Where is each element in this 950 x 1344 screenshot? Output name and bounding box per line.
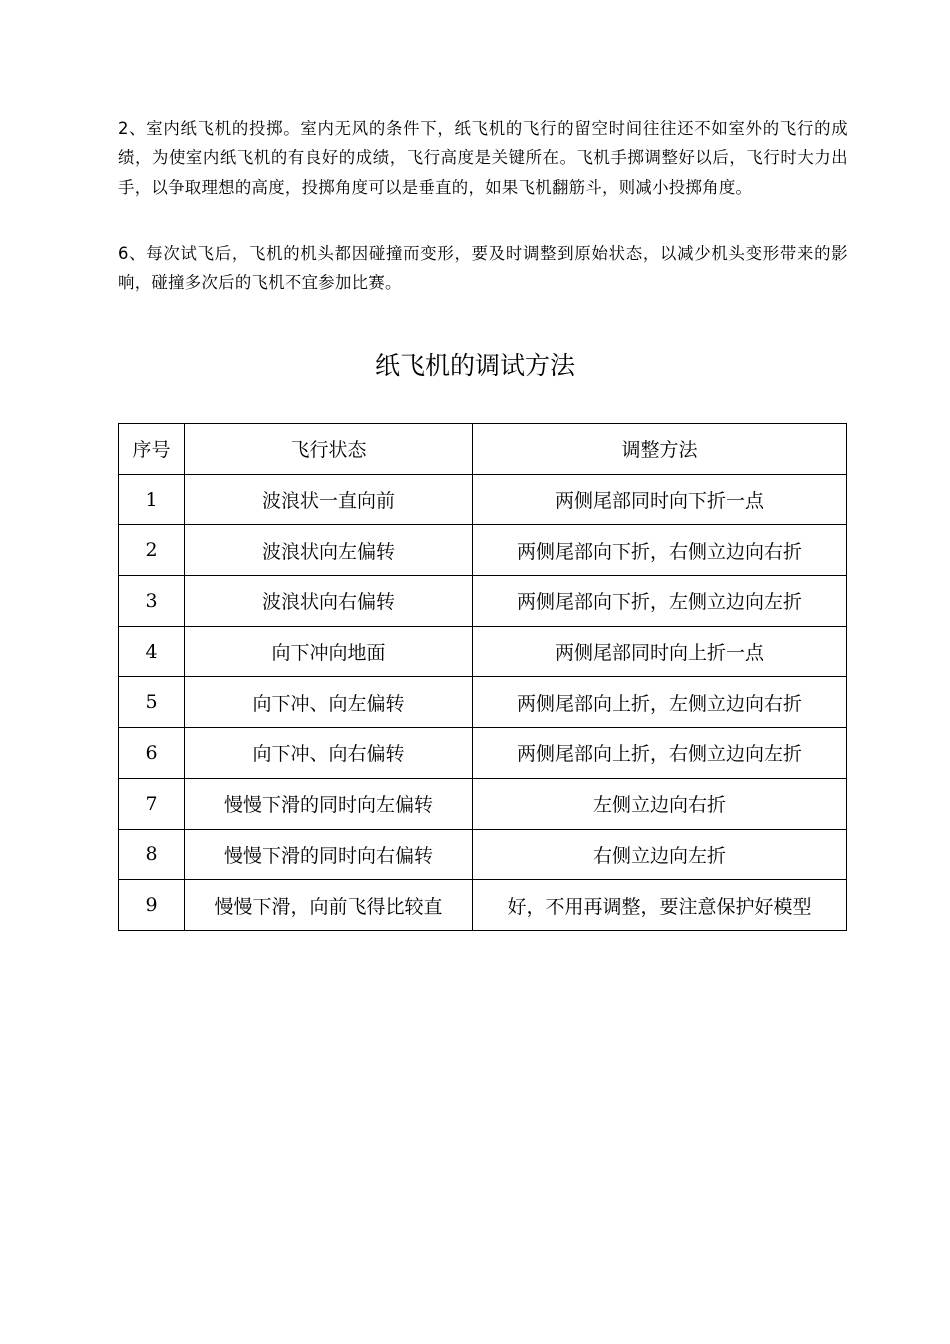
cell-index: 1: [119, 474, 185, 525]
cell-flight-state: 波浪状向左偏转: [185, 525, 473, 576]
header-flight-state: 飞行状态: [185, 424, 473, 475]
cell-adjust-method: 两侧尾部同时向上折一点: [473, 626, 847, 677]
header-index: 序号: [119, 424, 185, 475]
cell-index: 8: [119, 829, 185, 880]
paragraph-indoor-throwing: 2、室内纸飞机的投掷。室内无风的条件下，纸飞机的飞行的留空时间往往还不如室外的飞行的成绩，为使室内纸飞机的有良好的成绩，飞行高度是关键所在。飞机手掷调整好以后，飞行时大力出手，以争取理想的高度，投掷角度可以是垂直的，如果飞机翻筋斗，则减小投掷角度。: [118, 119, 848, 197]
cell-flight-state: 向下冲向地面: [185, 626, 473, 677]
adjustment-table: [118, 423, 847, 931]
cell-index: 7: [119, 778, 185, 829]
cell-flight-state: 向下冲、向左偏转: [185, 677, 473, 728]
table-row: [119, 778, 847, 829]
table-row: [119, 525, 847, 576]
cell-index: 6: [119, 728, 185, 779]
table-row: [119, 677, 847, 728]
table-row: [119, 474, 847, 525]
cell-flight-state: 慢慢下滑的同时向右偏转: [185, 829, 473, 880]
cell-adjust-method: 两侧尾部向上折，左侧立边向右折: [473, 677, 847, 728]
cell-adjust-method: 两侧尾部同时向下折一点: [473, 474, 847, 525]
cell-flight-state: 慢慢下滑的同时向左偏转: [185, 778, 473, 829]
cell-adjust-method: 两侧尾部向下折，左侧立边向左折: [473, 576, 847, 627]
table-row: [119, 626, 847, 677]
table-row: [119, 829, 847, 880]
cell-adjust-method: 左侧立边向右折: [473, 778, 847, 829]
paragraph-after-test-flight: 6、每次试飞后，飞机的机头都因碰撞而变形，要及时调整到原始状态，以减少机头变形带来的影响，碰撞多次后的飞机不宜参加比赛。: [118, 244, 848, 293]
cell-adjust-method: 两侧尾部向下折，右侧立边向右折: [473, 525, 847, 576]
cell-index: 5: [119, 677, 185, 728]
cell-flight-state: 波浪状一直向前: [185, 474, 473, 525]
cell-flight-state: 慢慢下滑，向前飞得比较直: [185, 880, 473, 931]
header-adjust-method: 调整方法: [473, 424, 847, 475]
cell-adjust-method: 好，不用再调整，要注意保护好模型: [473, 880, 847, 931]
cell-index: 3: [119, 576, 185, 627]
table-row: [119, 576, 847, 627]
cell-flight-state: 波浪状向右偏转: [185, 576, 473, 627]
table-header-row: [119, 424, 847, 475]
cell-adjust-method: 两侧尾部向上折，右侧立边向左折: [473, 728, 847, 779]
cell-index: 4: [119, 626, 185, 677]
cell-index: 9: [119, 880, 185, 931]
cell-adjust-method: 右侧立边向左折: [473, 829, 847, 880]
cell-index: 2: [119, 525, 185, 576]
table-row: [119, 880, 847, 931]
cell-flight-state: 向下冲、向右偏转: [185, 728, 473, 779]
table-row: [119, 728, 847, 779]
section-title: 纸飞机的调试方法: [374, 351, 575, 380]
